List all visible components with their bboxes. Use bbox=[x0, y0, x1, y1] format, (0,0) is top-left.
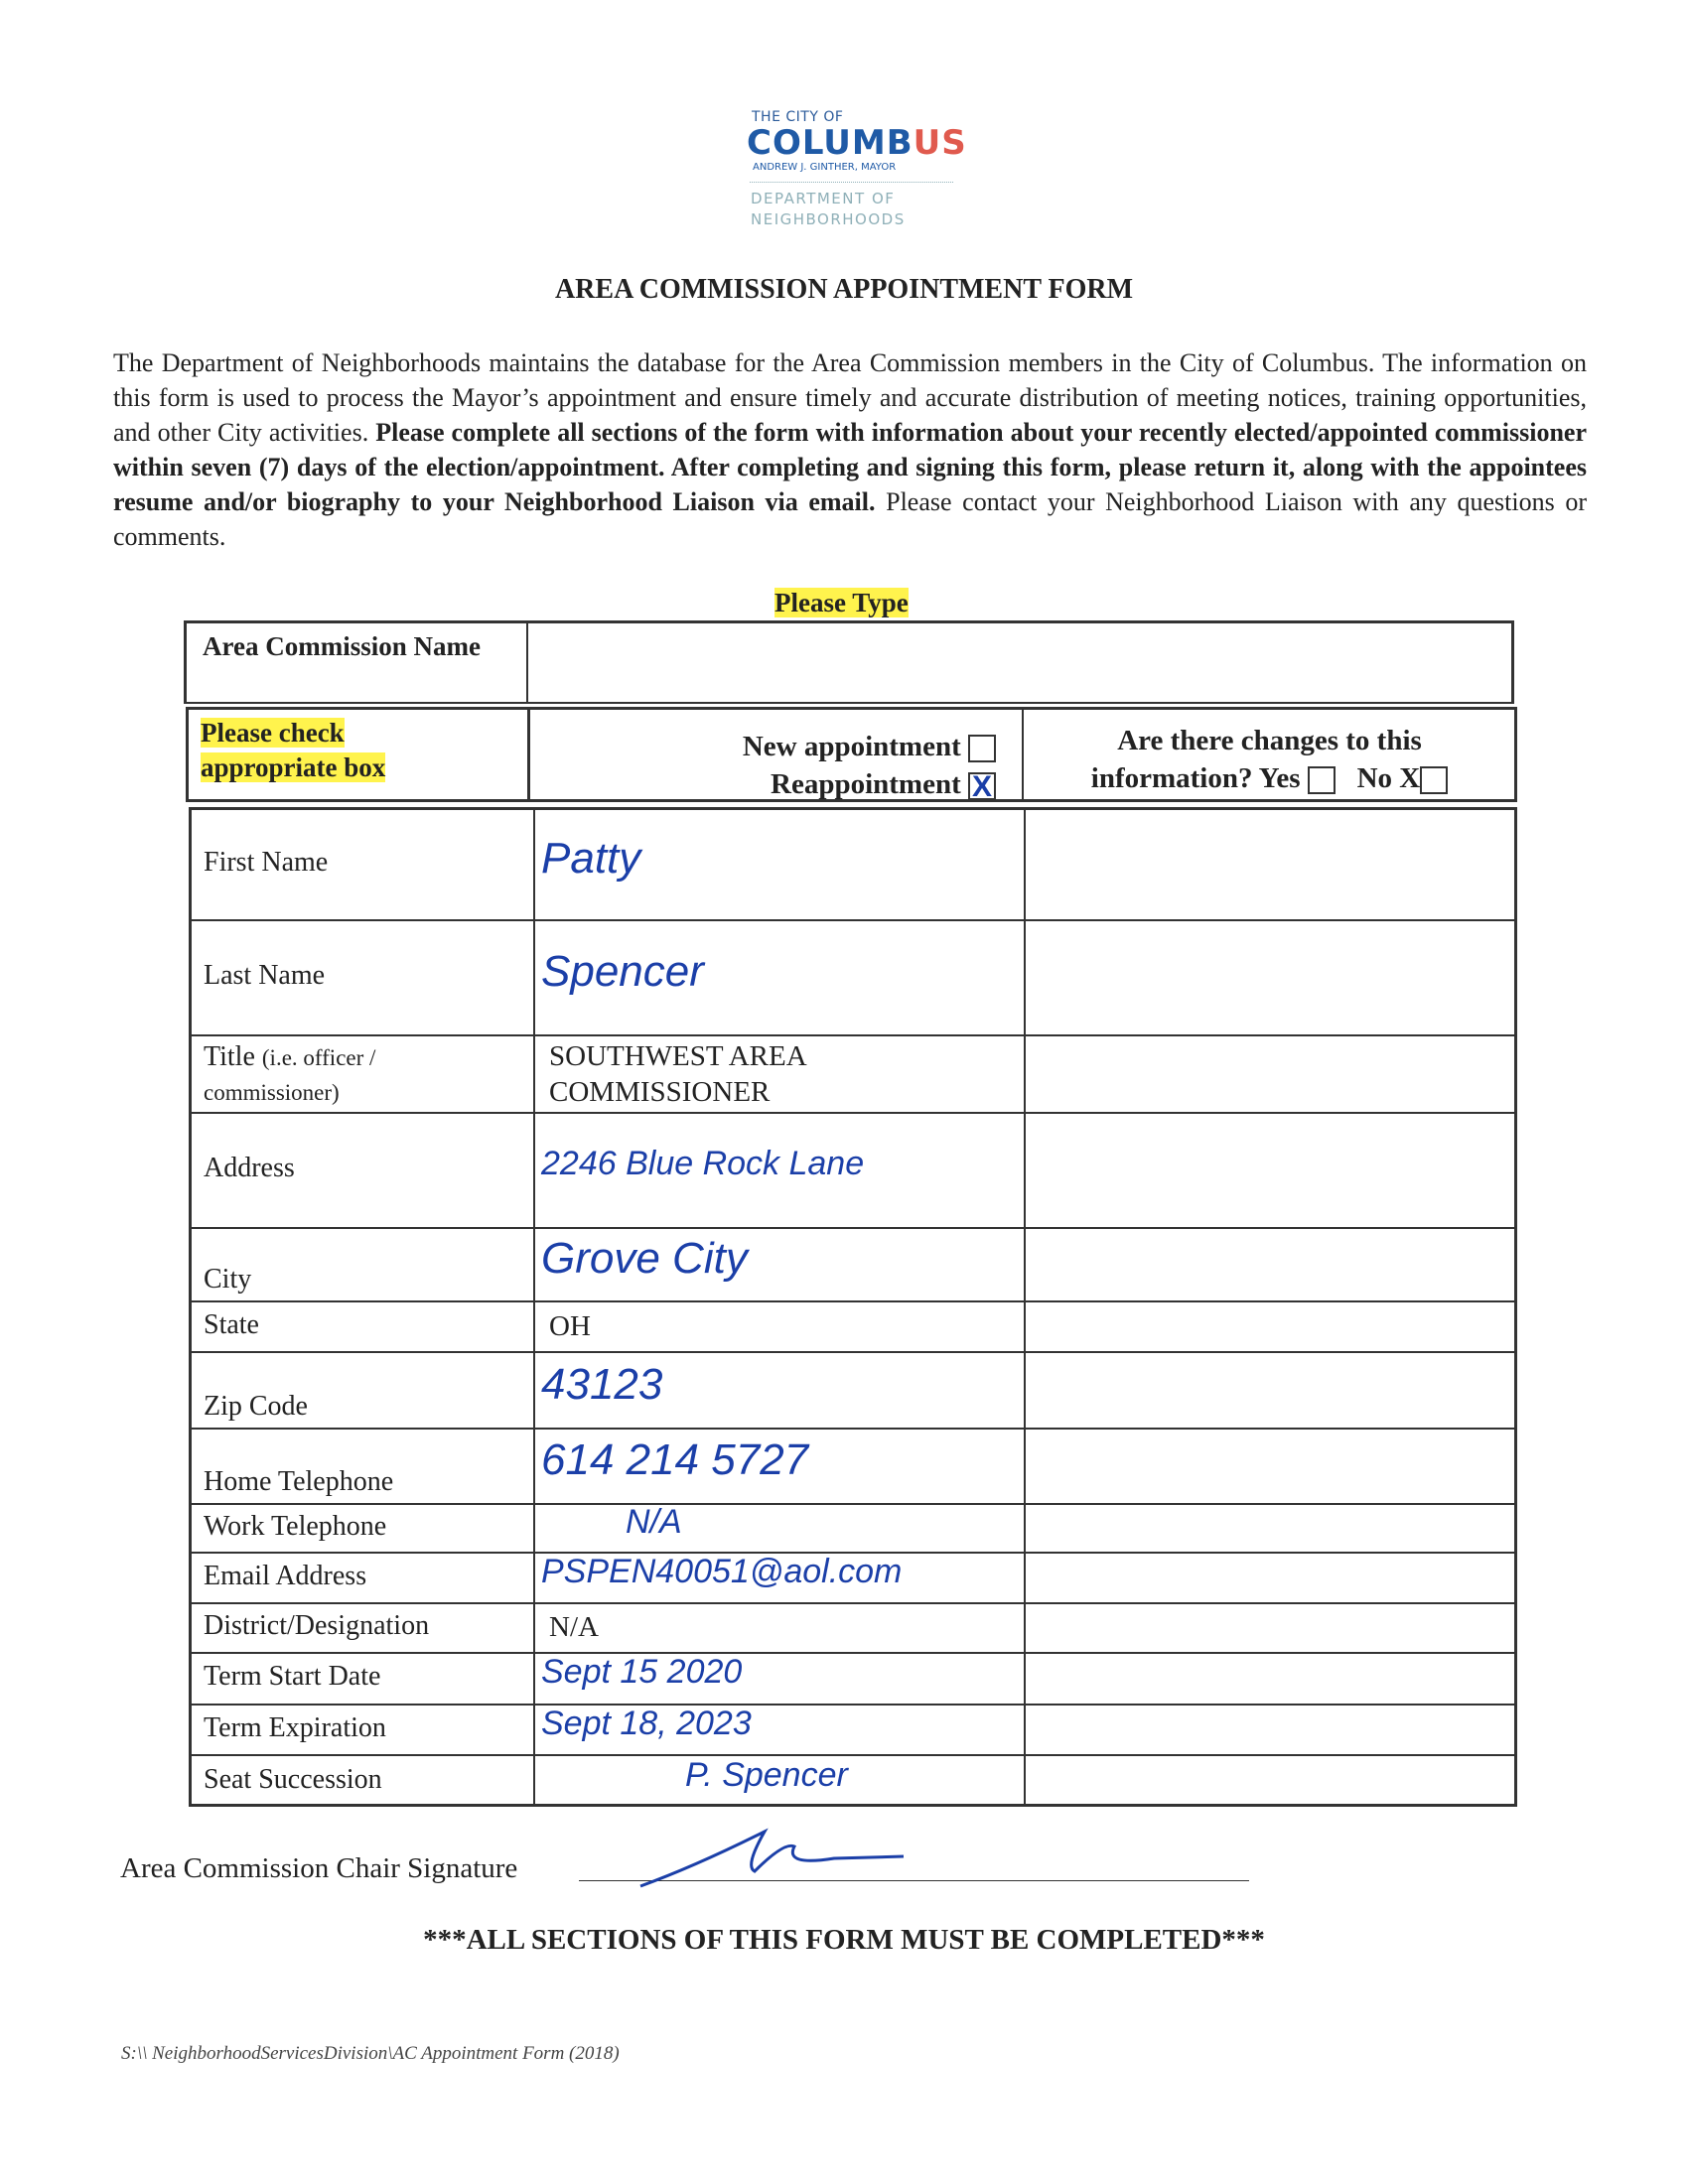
logo-columbus: COLUMB bbox=[747, 123, 914, 163]
row-value-field[interactable]: Spencer bbox=[541, 947, 704, 996]
row-label-text: Title bbox=[204, 1041, 255, 1072]
row-value-field[interactable]: 2246 Blue Rock Lane bbox=[541, 1145, 865, 1182]
row-label bbox=[204, 1040, 442, 1110]
row-label-text: Term Start Date bbox=[204, 1661, 381, 1692]
row-value-field[interactable]: Sept 15 2020 bbox=[541, 1653, 743, 1691]
changes-no-label: No X bbox=[1356, 762, 1421, 794]
row-label-text: State bbox=[204, 1308, 259, 1340]
row-label-note: (i.e. officer / commissioner) bbox=[204, 1045, 376, 1105]
row-label bbox=[204, 1152, 295, 1185]
row-label-text: Seat Succession bbox=[204, 1763, 382, 1795]
new-appointment-checkbox[interactable] bbox=[968, 735, 996, 762]
changes-question bbox=[1024, 722, 1515, 797]
row-value-field[interactable]: Sept 18, 2023 bbox=[541, 1704, 752, 1742]
row-divider bbox=[189, 1704, 1517, 1706]
row-label-text: Address bbox=[204, 1153, 295, 1183]
row-label-text: First Name bbox=[204, 846, 329, 878]
row-label-text: Zip Code bbox=[204, 1391, 308, 1422]
row-label bbox=[204, 1660, 380, 1694]
row-divider bbox=[189, 1652, 1517, 1654]
logo-us: US bbox=[913, 123, 967, 163]
row-value-field[interactable]: PSPEN40051@aol.com bbox=[541, 1552, 903, 1590]
logo-mayor: ANDREW J. GINTHER, MAYOR bbox=[753, 162, 897, 173]
changes-cell bbox=[1022, 707, 1517, 802]
row-label bbox=[204, 846, 328, 880]
row-value-field[interactable]: Grove City bbox=[541, 1234, 748, 1283]
row-label-text: Email Address bbox=[204, 1560, 367, 1591]
changes-no-checkbox[interactable] bbox=[1420, 766, 1448, 794]
row-divider bbox=[189, 1112, 1517, 1114]
row-label-text: City bbox=[204, 1264, 252, 1295]
row-label-text: Last Name bbox=[204, 960, 326, 991]
row-value-field[interactable]: Patty bbox=[541, 833, 641, 883]
row-label bbox=[204, 1711, 386, 1745]
details-table bbox=[189, 807, 1517, 1807]
intro-bold-text: Please complete all sections of the form with information about your recently elected/appointed commissioner within seven (7) days of the election/appointment. After completing and signing this form, please return it, along with the appointees resume and/or biography to your Neighborhood Liaison via email. bbox=[113, 418, 1587, 516]
row-divider bbox=[189, 919, 1517, 921]
area-commission-name-label-cell bbox=[184, 620, 528, 704]
row-label bbox=[204, 1609, 429, 1643]
check-instruction-text: Please check appropriate box bbox=[201, 718, 386, 782]
row-divider bbox=[189, 1351, 1517, 1353]
row-divider bbox=[189, 1503, 1517, 1505]
changes-yes-checkbox[interactable] bbox=[1308, 766, 1336, 794]
intro-text-end: Please contact your Neighborhood Liaison with any questions or comments. bbox=[113, 487, 1587, 551]
reappointment-label: Reappointment bbox=[771, 768, 961, 800]
completion-notice: ***ALL SECTIONS OF THIS FORM MUST BE COMPLETED*** bbox=[423, 1924, 1265, 1956]
intro-paragraph bbox=[113, 345, 1587, 554]
signature-scribble bbox=[635, 1827, 914, 1896]
row-value-field[interactable]: 614 214 5727 bbox=[541, 1435, 809, 1484]
columbus-logo bbox=[747, 123, 967, 163]
changes-yes-label: information? Yes bbox=[1090, 762, 1301, 794]
row-label bbox=[204, 1465, 393, 1499]
area-commission-name-label: Area Commission Name bbox=[203, 631, 481, 661]
check-instruction-cell bbox=[186, 707, 530, 802]
changes-question-line1: Are there changes to this bbox=[1117, 725, 1422, 756]
column-divider bbox=[1024, 810, 1026, 1804]
row-divider bbox=[189, 1602, 1517, 1604]
row-label bbox=[204, 1308, 259, 1342]
logo-dept-line2: NEIGHBORHOODS bbox=[751, 210, 906, 228]
row-divider bbox=[189, 1428, 1517, 1430]
row-value-field[interactable]: OH bbox=[549, 1309, 591, 1342]
signature-label: Area Commission Chair Signature bbox=[120, 1852, 518, 1884]
logo-department bbox=[751, 189, 906, 230]
logo-city-of: THE CITY OF bbox=[752, 109, 844, 125]
please-type: Please Type bbox=[774, 588, 909, 617]
row-value-field[interactable]: P. Spencer bbox=[685, 1755, 848, 1794]
row-divider bbox=[189, 1227, 1517, 1229]
appointment-options bbox=[743, 728, 996, 803]
row-value-field[interactable]: N/A bbox=[549, 1611, 599, 1643]
row-label-text: District/Designation bbox=[204, 1610, 430, 1641]
new-appointment-label: New appointment bbox=[742, 731, 961, 762]
row-value-field[interactable]: 43123 bbox=[541, 1359, 663, 1409]
form-title: AREA COMMISSION APPOINTMENT FORM bbox=[554, 274, 1134, 305]
intro-text: The Department of Neighborhoods maintains the database for the Area Commission members in the City of Columbus. The information on this form is used to process the Mayor’s appointment and ensure timely and accurate distribution of meeting notices, training opportunities, and other City activities. bbox=[113, 348, 1587, 447]
row-divider bbox=[189, 1754, 1517, 1756]
row-label bbox=[204, 1263, 251, 1297]
reappointment-checkbox[interactable] bbox=[968, 772, 996, 800]
appointment-type-cell bbox=[528, 707, 1024, 802]
row-label bbox=[204, 1390, 308, 1424]
new-appointment-option[interactable] bbox=[743, 728, 996, 765]
file-path: S:\\ NeighborhoodServicesDivision\AC Appointment Form (2018) bbox=[121, 2043, 620, 2064]
check-instruction bbox=[201, 716, 419, 785]
logo-divider bbox=[750, 182, 953, 183]
row-label bbox=[204, 1510, 386, 1544]
row-label-text: Work Telephone bbox=[204, 1510, 387, 1542]
row-label-text: Term Expiration bbox=[204, 1711, 386, 1743]
row-label bbox=[204, 1560, 366, 1593]
row-value-field[interactable]: N/A bbox=[626, 1502, 682, 1541]
row-value-field[interactable]: SOUTHWEST AREA COMMISSIONER bbox=[549, 1040, 806, 1108]
row-label bbox=[204, 1763, 382, 1797]
area-commission-name-input[interactable] bbox=[526, 620, 1514, 704]
column-divider bbox=[533, 810, 535, 1804]
row-divider bbox=[189, 1300, 1517, 1302]
logo-dept-line1: DEPARTMENT OF bbox=[751, 190, 896, 207]
reappointment-option[interactable] bbox=[743, 765, 996, 803]
row-label bbox=[204, 959, 325, 993]
please-type-note bbox=[774, 588, 909, 618]
row-divider bbox=[189, 1034, 1517, 1036]
row-label-text: Home Telephone bbox=[204, 1466, 394, 1497]
